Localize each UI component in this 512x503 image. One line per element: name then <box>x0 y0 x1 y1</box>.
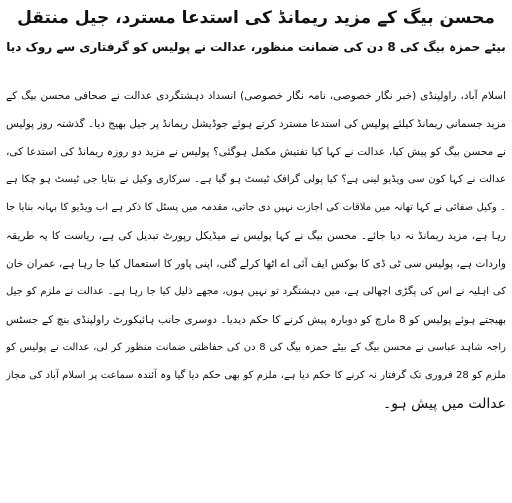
body-line: واردات ہے، پولیس سی ٹی ڈی کا بوکس ایف آئی اے اٹھا کرلے گئی، اپنی پاور کا استعمال کیا جا رہا ہے، عمران خان <box>6 258 506 270</box>
body-line: راجہ شاہد عباسی نے محسن بیگ کے بیٹے حمزہ بیگ کی 8 دن کی حفاظتی ضمانت منظور کر لی، عدالت نے پولیس کو <box>6 342 506 353</box>
body-line: ملزم کو 28 فروری تک گرفتار نہ کرنے کا حکم دیا ہے، ملزم کو بھی حکم دیا گیا وہ آئندہ سماعت پر اسلام آباد کی مجاز <box>6 370 506 381</box>
headline: محسن بیگ کے مزید ریمانڈ کی استدعا مسترد، جیل منتقل <box>17 8 495 28</box>
body-line: اسلام آباد، راولپنڈی (خبر نگار خصوصی، نامہ نگار خصوصی) انسداد دہشتگردی عدالت نے صحافی محسن بیگ کے <box>6 90 506 102</box>
body-line: نے محسن بیگ کو پیش کیا، عدالت نے کہا کیا تفتیش مکمل ہوگئی؟ پولیس نے مزید دو روزہ ریمانڈ کی استدعا کی، <box>6 146 506 158</box>
body-line: کی اہلیہ نے اس کی پگڑی اچھالی ہے، میں دہشتگرد تو نہیں ہوں، مجھے ذلیل کیا جا رہا ہے۔ عدالت نے ملزم کو جیل <box>6 286 506 297</box>
body-line: بھیجتے ہوئے پولیس کو 8 مارچ کو دوبارہ پیش کرنے کا حکم دیدیا۔ دوسری جانب ہائیکورٹ راولپنڈی بنچ کے جسٹس <box>6 314 506 326</box>
body-line: رہا ہے، مزید ریمانڈ نہ دیا جائے۔ محسن بیگ نے کہا پولیس نے میڈیکل رپورٹ تبدیل کی ہے، ریاست کا یہ طریقہ <box>6 230 506 242</box>
subheadline: بیٹے حمزہ بیگ کی 8 دن کی ضمانت منظور، عدالت نے پولیس کو گرفتاری سے روک دیا <box>6 40 506 54</box>
body-line: ۔ وکیل صفائی نے کہا تھانہ میں ملاقات کی اجازت نہیں دی جاتی، مقدمہ میں پسٹل کا ذکر ہے اب ویڈیو کا بہانہ بنایا جا <box>6 202 506 213</box>
body-line: عدالت میں پیش ہو۔ <box>383 396 506 412</box>
article-body <box>6 82 506 418</box>
body-line: عدالت نے کہا کون سی ویڈیو لینی ہے؟ کیا پولی گرافک ٹیسٹ ہو گیا ہے۔ سرکاری وکیل نے بتایا جی ٹیسٹ ہو چکا ہے <box>6 174 506 185</box>
body-line: مزید جسمانی ریمانڈ کیلئے پولیس کی استدعا مسترد کرتے ہوئے جوڈیشل ریمانڈ پر جیل بھیج دیا۔ گذشتہ روز پولیس <box>6 118 506 130</box>
